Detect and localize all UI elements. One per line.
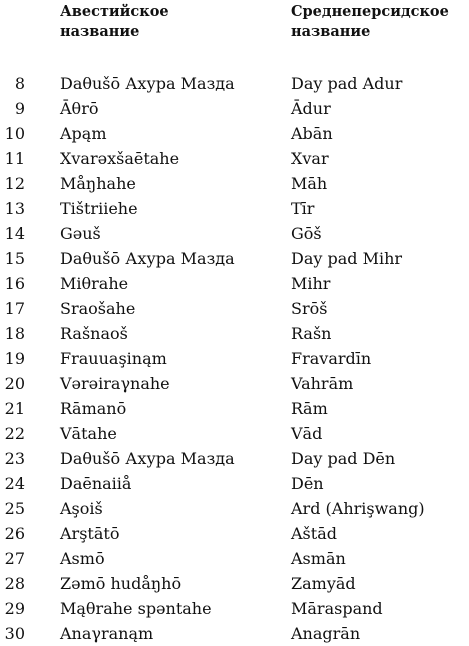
table-row — [0, 571, 469, 596]
middle-persian-name: Anagrān — [291, 624, 361, 643]
table-row — [0, 371, 469, 396]
table-row — [0, 421, 469, 446]
table-header — [0, 2, 469, 44]
avestan-name: Frauuaşinąm — [60, 349, 167, 368]
table-row — [0, 271, 469, 296]
middle-persian-name: Vahrām — [291, 374, 354, 393]
table-row — [0, 196, 469, 221]
middle-persian-name: Ādur — [291, 99, 331, 118]
middle-persian-name: Rām — [291, 399, 328, 418]
day-number: 27 — [4, 549, 25, 568]
avestan-name: Daθušō Ахура Мазда — [60, 449, 235, 468]
middle-persian-name: Fravardīn — [291, 349, 372, 368]
middle-persian-name: Gōš — [291, 224, 322, 243]
table-row — [0, 321, 469, 346]
table-row — [0, 596, 469, 621]
middle-persian-name: Day pad Mihr — [291, 249, 403, 268]
middle-persian-name: Aštād — [291, 524, 337, 543]
avestan-name: Daθušō Ахура Мазда — [60, 249, 235, 268]
middle-persian-name: Rašn — [291, 324, 332, 343]
day-number: 30 — [4, 624, 25, 643]
day-number: 12 — [4, 174, 25, 193]
day-number: 8 — [14, 74, 25, 93]
avestan-name: Apąm — [60, 124, 107, 143]
middle-persian-name: Asmān — [291, 549, 346, 568]
day-number: 23 — [4, 449, 25, 468]
table-row — [0, 546, 469, 571]
middle-persian-name: Māraspand — [291, 599, 383, 618]
day-number: 17 — [4, 299, 25, 318]
table-row — [0, 246, 469, 271]
avestan-name: Xvarəxšaētahe — [60, 149, 180, 168]
day-number: 10 — [4, 124, 25, 143]
middle-persian-name: Māh — [291, 174, 328, 193]
day-number: 18 — [4, 324, 25, 343]
table-row — [0, 221, 469, 246]
middle-persian-name: Zamyād — [291, 574, 356, 593]
day-number: 11 — [4, 149, 25, 168]
avestan-name: Gəuš — [60, 224, 101, 243]
avestan-name: Asmō — [60, 549, 105, 568]
middle-persian-name: Ard (Ahrişwang) — [291, 499, 425, 518]
avestan-name: Mąθrahe spəntahe — [60, 599, 212, 618]
day-number: 16 — [4, 274, 25, 293]
header-avestan-name: Авестийское название — [60, 3, 169, 40]
avestan-name: Tištriiehe — [60, 199, 138, 218]
avestan-name: Rāmanō — [60, 399, 127, 418]
table-row — [0, 346, 469, 371]
middle-persian-name: Srōš — [291, 299, 328, 318]
table-row — [0, 146, 469, 171]
avestan-name: Vərəiraγnahe — [60, 374, 170, 393]
day-number: 29 — [4, 599, 25, 618]
table-row — [0, 496, 469, 521]
table-row — [0, 396, 469, 421]
avestan-name: Vātahe — [60, 424, 117, 443]
middle-persian-name: Dēn — [291, 474, 324, 493]
table-body — [0, 71, 469, 646]
table-row — [0, 121, 469, 146]
avestan-name: Miθrahe — [60, 274, 129, 293]
avestan-name: Daθušō Ахура Мазда — [60, 74, 235, 93]
avestan-name: Sraošahe — [60, 299, 136, 318]
middle-persian-name: Vād — [291, 424, 323, 443]
table-row — [0, 521, 469, 546]
table-row — [0, 96, 469, 121]
avestan-name: Anaγranąm — [60, 624, 154, 643]
day-number: 25 — [4, 499, 25, 518]
avestan-name: Aşoiš — [60, 499, 103, 518]
day-number: 9 — [14, 99, 25, 118]
day-number: 15 — [4, 249, 25, 268]
table-row — [0, 621, 469, 646]
table-row — [0, 171, 469, 196]
middle-persian-name: Tīr — [291, 199, 315, 218]
avestan-name: Rašnaoš — [60, 324, 128, 343]
table-row — [0, 71, 469, 96]
day-number: 14 — [4, 224, 25, 243]
table-row — [0, 446, 469, 471]
day-number: 24 — [4, 474, 25, 493]
avestan-name: Arştātō — [60, 524, 120, 543]
middle-persian-name: Mihr — [291, 274, 331, 293]
avestan-name: Måŋhahe — [60, 174, 136, 193]
table-row — [0, 471, 469, 496]
middle-persian-name: Day pad Adur — [291, 74, 403, 93]
middle-persian-name: Abān — [291, 124, 333, 143]
day-number: 20 — [4, 374, 25, 393]
day-number: 28 — [4, 574, 25, 593]
middle-persian-name: Day pad Dēn — [291, 449, 396, 468]
day-number: 26 — [4, 524, 25, 543]
day-number: 19 — [4, 349, 25, 368]
middle-persian-name: Xvar — [291, 149, 329, 168]
day-number: 13 — [4, 199, 25, 218]
avestan-name: Āθrō — [60, 99, 99, 118]
table-row — [0, 296, 469, 321]
day-number: 22 — [4, 424, 25, 443]
header-middle-persian-name: Среднеперсидское название — [291, 3, 449, 40]
avestan-name: Daēnaiiå — [60, 474, 132, 493]
avestan-name: Zəmō hudåŋhō — [60, 574, 182, 593]
day-number: 21 — [4, 399, 25, 418]
